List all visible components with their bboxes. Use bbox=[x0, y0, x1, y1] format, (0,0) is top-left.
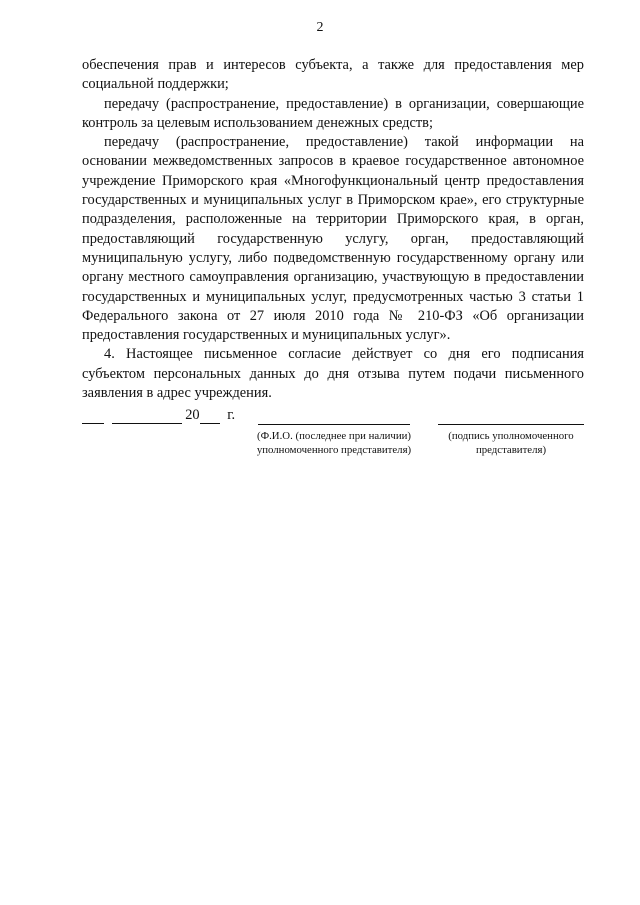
year-blank bbox=[200, 408, 220, 424]
month-blank bbox=[112, 408, 182, 424]
paragraph-continuation: обеспечения прав и интересов субъекта, а также для предоставления мер социальной поддержки; bbox=[82, 57, 584, 93]
paragraph-transfer-mfc: передачу (распространение, предоставление) такой информации на основании межведомственных запросов в краевое государственное автономное учреждение Приморского края «Многофункциональный центр предоставления государственных и муниципальных услуг в Приморском крае», его структурные подразделения, расположенные на территории Приморского края, в орган, предоставляющий государственную услугу, орган, предоставляющий муниципальную услугу, либо подведомственную государственному органу или органу местного самоуправления организацию, участвующую в предоставлении государственных и муниципальных услуг, предусмотренных частью 3 статьи 1 Федерального закона от 27 июля 2010 года № 210-ФЗ «Об организации предоставления государственных и муниципальных услуг». bbox=[82, 134, 584, 344]
fio-caption bbox=[246, 429, 422, 457]
document-body bbox=[82, 56, 584, 403]
signature-caption bbox=[428, 429, 594, 457]
date-field bbox=[82, 407, 235, 424]
page-number: 2 bbox=[316, 20, 324, 35]
year-prefix: 20 bbox=[185, 407, 200, 423]
fio-line bbox=[258, 424, 410, 425]
year-suffix: г. bbox=[227, 407, 236, 423]
signature-block bbox=[0, 407, 640, 467]
fio-caption-line2: уполномоченного представителя) bbox=[256, 444, 412, 456]
signature-line bbox=[438, 424, 584, 425]
paragraph-consent-validity: 4. Настоящее письменное согласие действует со дня его подписания субъектом персональных данных до дня отзыва путем подачи письменного заявления в адрес учреждения. bbox=[82, 346, 584, 402]
signature-caption-line1: (подпись уполномоченного bbox=[448, 430, 574, 442]
day-blank bbox=[82, 408, 104, 424]
fio-caption-line1: (Ф.И.О. (последнее при наличии) bbox=[256, 430, 411, 442]
signature-caption-line2: представителя) bbox=[475, 444, 547, 456]
paragraph-transfer-control: передачу (распространение, предоставление) в организации, совершающие контроль за целевым использованием денежных средств; bbox=[82, 95, 584, 131]
